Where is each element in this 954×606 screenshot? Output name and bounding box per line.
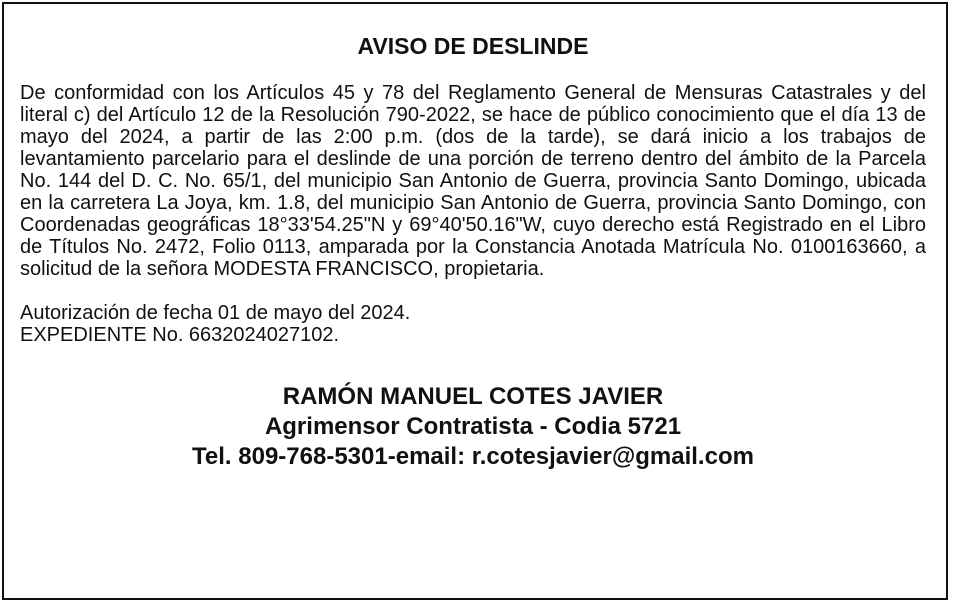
signatory-contact: Tel. 809-768-5301-email: r.cotesjavier@gmail.com bbox=[192, 443, 754, 470]
signatory-name: RAMÓN MANUEL COTES JAVIER bbox=[282, 383, 664, 410]
notice-title: AVISO DE DESLINDE bbox=[357, 33, 589, 59]
paragraph-spacer bbox=[20, 280, 926, 302]
authorization-line: Autorización de fecha 01 de mayo del 2024. bbox=[20, 302, 411, 324]
expediente-line: EXPEDIENTE No. 6632024027102. bbox=[20, 324, 340, 346]
signatory-role: Agrimensor Contratista - Codia 5721 bbox=[264, 413, 682, 440]
notice-body: De conformidad con los Artículos 45 y 78 del Reglamento General de Mensuras Catastrales y del literal c) del Artículo 12 de la Resolución 790-2022, se hace de público conocimiento que el día 13 de mayo del 2024, a partir de las 2:00 p.m. (dos de la tarde), se dará inicio a los trabajos de levantamiento parcelario para el deslinde de una porción de terreno dentro del ámbito de la Parcela No. 144 del D. C. No. 65/1, del municipio San Antonio de Guerra, provincia Santo Domingo, ubicada en la carretera La Joya, km. 1.8, del municipio San Antonio de Guerra, provincia Santo Domingo, con Coordenadas geográficas 18°33'54.25"N y 69°40'50.16"W, cuyo derecho está Registrado en el Libro de Títulos No. 2472, Folio 0113, amparada por la Constancia Anotada Matrícula No. 0100163660, a solicitud de la señora MODESTA FRANCISCO, propietaria. bbox=[20, 82, 926, 280]
signature-block bbox=[20, 382, 926, 472]
notice-content bbox=[20, 32, 926, 472]
